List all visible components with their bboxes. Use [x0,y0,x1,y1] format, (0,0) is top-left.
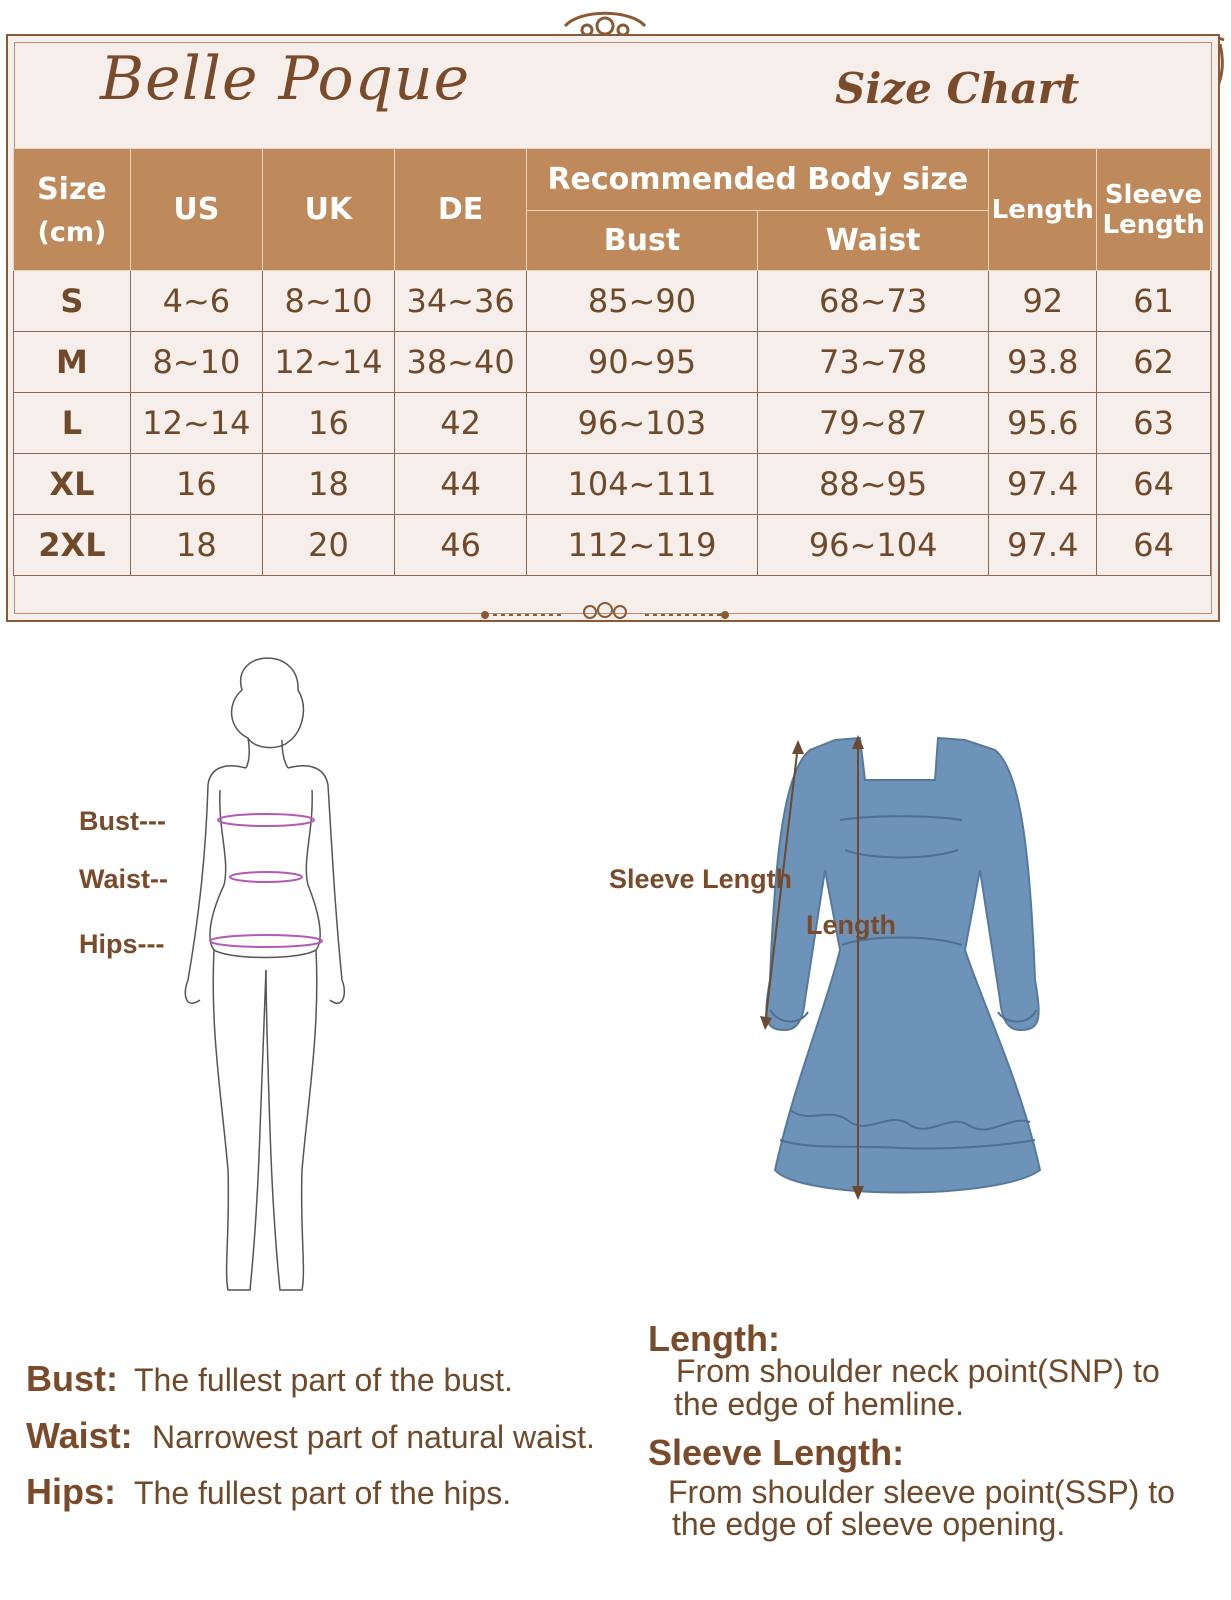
header-bust: Bust [527,211,758,271]
cell-sleeve: 62 [1097,332,1211,393]
cell-length: 93.8 [989,332,1097,393]
table-row [14,515,1211,576]
header-waist: Waist [757,211,989,271]
desc-hips-term: Hips: [26,1471,116,1512]
cell-size: M [14,332,131,393]
cell-uk: 16 [262,393,394,454]
cell-sleeve: 64 [1097,454,1211,515]
cell-waist: 79~87 [757,393,989,454]
body-figure-illustration [170,650,360,1300]
cell-us: 16 [130,454,262,515]
chart-title: Size Chart [835,64,1080,113]
brand-logo: Belle Poque [100,44,471,114]
bottom-panel-ornament [475,600,735,630]
cell-sleeve: 61 [1097,271,1211,332]
figure-label-bust: Bust--- [79,806,166,836]
cell-bust: 96~103 [527,393,758,454]
desc-sleeve-line2: the edge of sleeve opening. [672,1506,1066,1542]
cell-bust: 90~95 [527,332,758,393]
header-size [14,149,131,271]
figure-label-waist: Waist-- [79,864,168,894]
header-sleeve-line1: Sleeve [1104,179,1203,210]
desc-bust-text: The fullest part of the bust. [134,1362,513,1398]
header-uk: UK [262,149,394,271]
figure-label-length: Length [806,910,896,940]
figure-label-sleeve-length: Sleeve Length [609,864,793,894]
size-table [13,148,1211,576]
header-length: Length [989,149,1097,271]
desc-sleeve-line1: From shoulder sleeve point(SSP) to [668,1474,1175,1510]
header-de: DE [395,149,527,271]
cell-waist: 96~104 [757,515,989,576]
desc-hips-text: The fullest part of the hips. [134,1475,512,1511]
cell-uk: 18 [262,454,394,515]
cell-size: L [14,393,131,454]
cell-uk: 8~10 [262,271,394,332]
header-size-label: Size [37,171,107,207]
cell-waist: 88~95 [757,454,989,515]
cell-length: 92 [989,271,1097,332]
cell-sleeve: 63 [1097,393,1211,454]
cell-us: 8~10 [130,332,262,393]
table-row [14,332,1211,393]
desc-length-term: Length: [648,1318,780,1359]
cell-de: 46 [395,515,527,576]
cell-size: XL [14,454,131,515]
table-row [14,454,1211,515]
cell-us: 18 [130,515,262,576]
cell-sleeve: 64 [1097,515,1211,576]
cell-bust: 104~111 [527,454,758,515]
cell-uk: 20 [262,515,394,576]
cell-uk: 12~14 [262,332,394,393]
desc-bust-term: Bust: [26,1358,118,1399]
header-sleeve-length [1097,149,1211,271]
cell-waist: 68~73 [757,271,989,332]
cell-size: S [14,271,131,332]
desc-waist-text: Narrowest part of natural waist. [152,1419,595,1455]
cell-waist: 73~78 [757,332,989,393]
figure-label-hips: Hips--- [79,929,165,959]
cell-de: 44 [395,454,527,515]
desc-length-line2: the edge of hemline. [674,1386,964,1422]
cell-length: 97.4 [989,454,1097,515]
cell-size: 2XL [14,515,131,576]
cell-us: 4~6 [130,271,262,332]
header-us: US [130,149,262,271]
table-header-row [14,149,1211,211]
cell-de: 42 [395,393,527,454]
cell-de: 34~36 [395,271,527,332]
header-recommended-body-size: Recommended Body size [527,149,989,211]
desc-length-line1: From shoulder neck point(SNP) to [676,1353,1160,1389]
dress-illustration [740,730,1060,1210]
cell-length: 97.4 [989,515,1097,576]
header-sleeve-line2: Length [1102,209,1205,240]
cell-bust: 112~119 [527,515,758,576]
table-row [14,271,1211,332]
header-size-unit: (cm) [37,216,107,248]
desc-waist-term: Waist: [26,1415,133,1456]
desc-sleeve-term: Sleeve Length: [648,1432,905,1473]
cell-de: 38~40 [395,332,527,393]
cell-bust: 85~90 [527,271,758,332]
table-row [14,393,1211,454]
cell-length: 95.6 [989,393,1097,454]
cell-us: 12~14 [130,393,262,454]
